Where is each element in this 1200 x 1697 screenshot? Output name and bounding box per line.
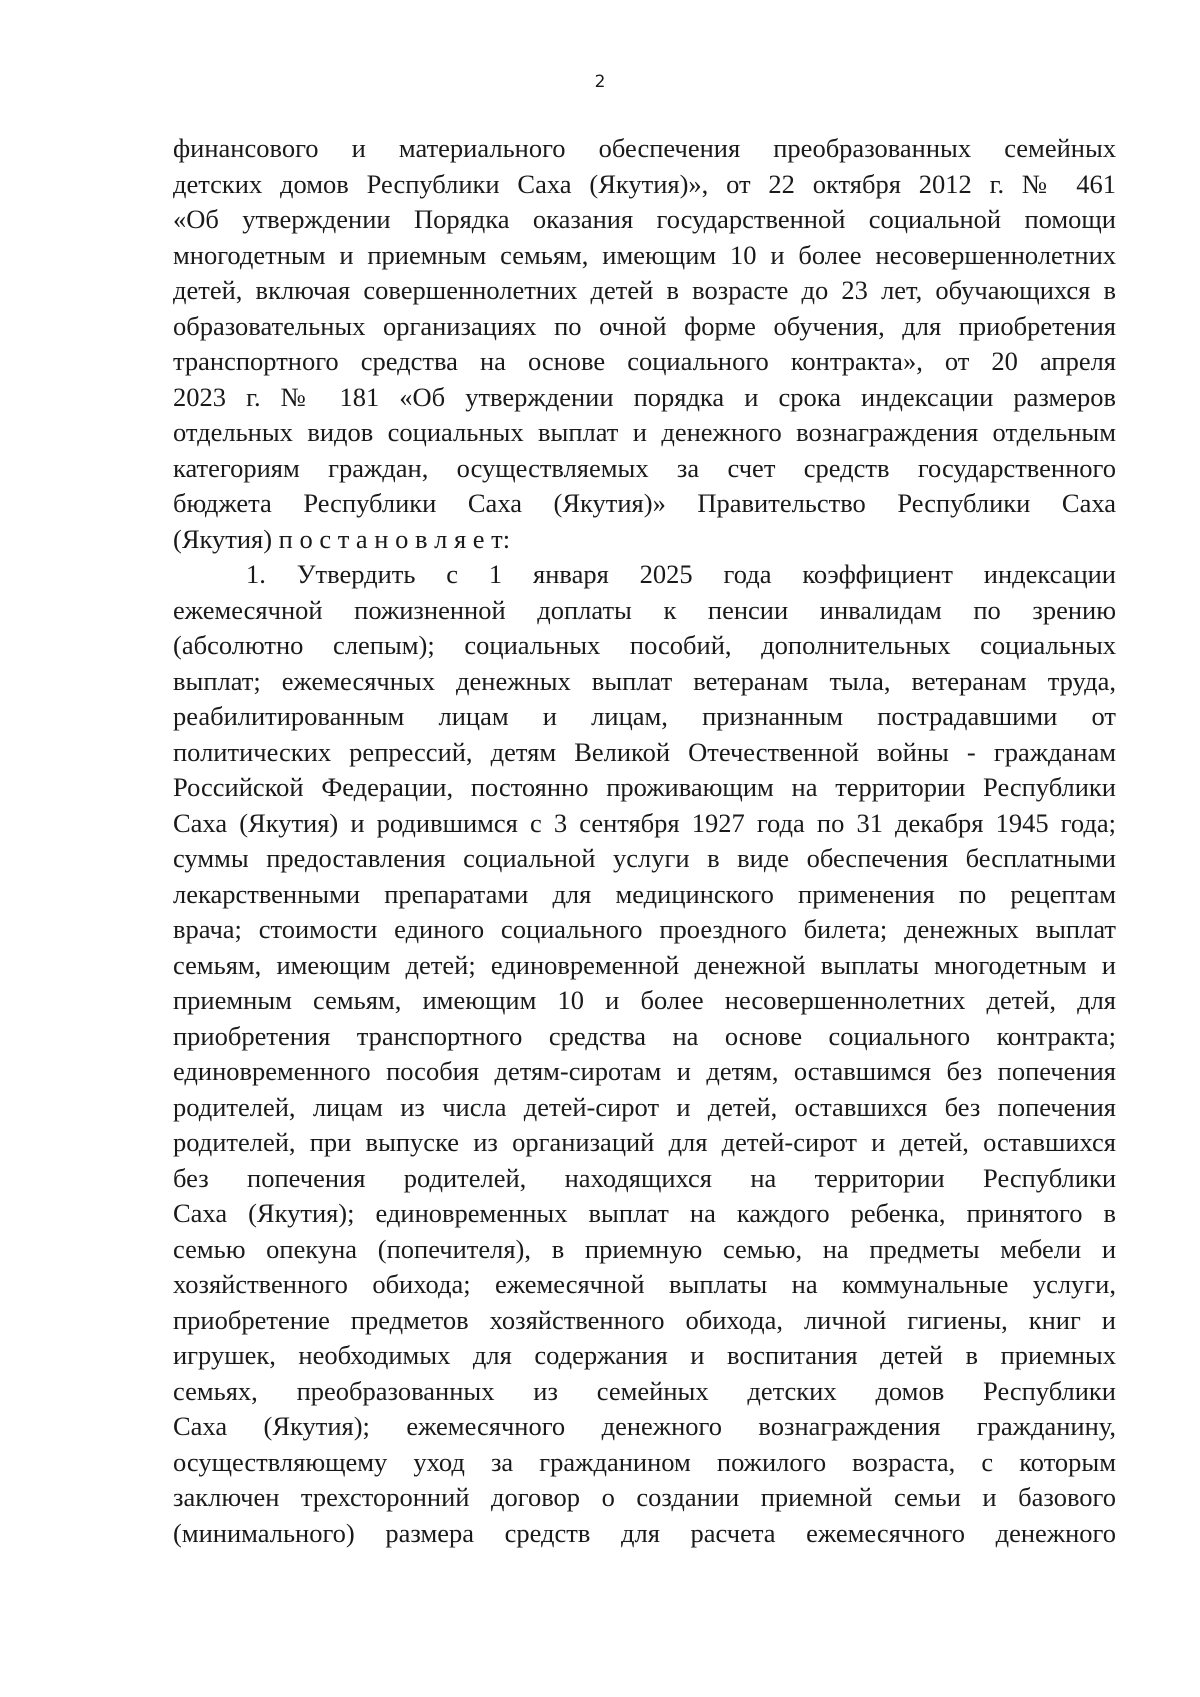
text-line: финансового и материального обеспечения преобразованных семейных (173, 133, 1116, 163)
text-line: врача; стоимости единого социального проездного билета; денежных выплат (173, 914, 1116, 944)
text-line: семьям, имеющим детей; единовременной денежной выплаты многодетным и (173, 949, 1116, 980)
text-line: игрушек, необходимых для содержания и воспитания детей в приемных (173, 1340, 1116, 1370)
text-line: приемным семьям, имеющим 10 и более несовершеннолетних детей, для (173, 985, 1116, 1015)
text-line: политических репрессий, детям Великой Отечественной войны - гражданам (173, 736, 1116, 767)
document-body (173, 131, 1116, 1551)
text-line: (минимального) размера средств для расчета ежемесячного денежного (173, 1517, 1116, 1548)
text-line: образовательных организациях по очной форме обучения, для приобретения (173, 310, 1116, 341)
text-line: детских домов Республики Саха (Якутия)», от 22 октября 2012 г. № 461 (173, 168, 1116, 199)
text-line: суммы предоставления социальной услуги в виде обеспечения бесплатными (173, 843, 1116, 873)
text-line: выплат; ежемесячных денежных выплат ветеранам тыла, ветеранам труда, (173, 665, 1116, 696)
text-line: единовременного пособия детям-сиротам и детям, оставшимся без попечения (173, 1056, 1116, 1086)
text-line: осуществляющему уход за гражданином пожилого возраста, с которым (173, 1446, 1116, 1477)
text-line: Саха (Якутия); ежемесячного денежного вознаграждения гражданину, (173, 1411, 1116, 1441)
text-line: транспортного средства на основе социального контракта», от 20 апреля (173, 346, 1116, 376)
text-line: (Якутия) п о с т а н о в л я е т: (173, 523, 511, 554)
text-line: семью опекуна (попечителя), в приемную семью, на предметы мебели и (173, 1233, 1116, 1264)
text-line: лекарственными препаратами для медицинского применения по рецептам (173, 878, 1116, 909)
text-line: бюджета Республики Саха (Якутия)» Правительство Республики Саха (173, 488, 1116, 518)
text-line: приобретение предметов хозяйственного обихода, личной гигиены, книг и (173, 1304, 1116, 1335)
text-line: ежемесячной пожизненной доплаты к пенсии инвалидам по зрению (173, 594, 1116, 625)
text-line: 2023 г. № 181 «Об утверждении порядка и срока индексации размеров (173, 381, 1116, 412)
text-line: заключен трехсторонний договор о создании приемной семьи и базового (173, 1482, 1116, 1512)
text-line: детей, включая совершеннолетних детей в возрасте до 23 лет, обучающихся в (173, 275, 1116, 305)
text-line: (абсолютно слепым); социальных пособий, дополнительных социальных (173, 630, 1116, 660)
text-line: Саха (Якутия); единовременных выплат на каждого ребенка, принятого в (173, 1198, 1116, 1228)
text-line: «Об утверждении Порядка оказания государственной социальной помощи (173, 204, 1116, 234)
text-line: хозяйственного обихода; ежемесячной выплаты на коммунальные услуги, (173, 1269, 1116, 1299)
text-line: Российской Федерации, постоянно проживающим на территории Республики (173, 772, 1116, 802)
page-number: 2 (594, 72, 606, 92)
text-line: без попечения родителей, находящихся на территории Республики (173, 1162, 1116, 1193)
text-line: 1. Утвердить с 1 января 2025 года коэффициент индексации (246, 559, 1116, 589)
text-line: многодетным и приемным семьям, имеющим 10 и более несовершеннолетних (173, 239, 1116, 270)
text-line: Саха (Якутия) и родившимся с 3 сентября 1927 года по 31 декабря 1945 года; (173, 807, 1116, 838)
text-line: родителей, при выпуске из организаций для детей-сирот и детей, оставшихся (173, 1127, 1116, 1157)
text-line: родителей, лицам из числа детей-сирот и детей, оставшихся без попечения (173, 1091, 1116, 1122)
text-line: семьях, преобразованных из семейных детских домов Республики (173, 1375, 1116, 1406)
text-line: приобретения транспортного средства на основе социального контракта; (173, 1020, 1116, 1051)
text-line: реабилитированным лицам и лицам, признанным пострадавшими от (173, 701, 1116, 731)
text-line: отдельных видов социальных выплат и денежного вознаграждения отдельным (173, 417, 1116, 447)
text-line: категориям граждан, осуществляемых за счет средств государственного (173, 452, 1116, 483)
